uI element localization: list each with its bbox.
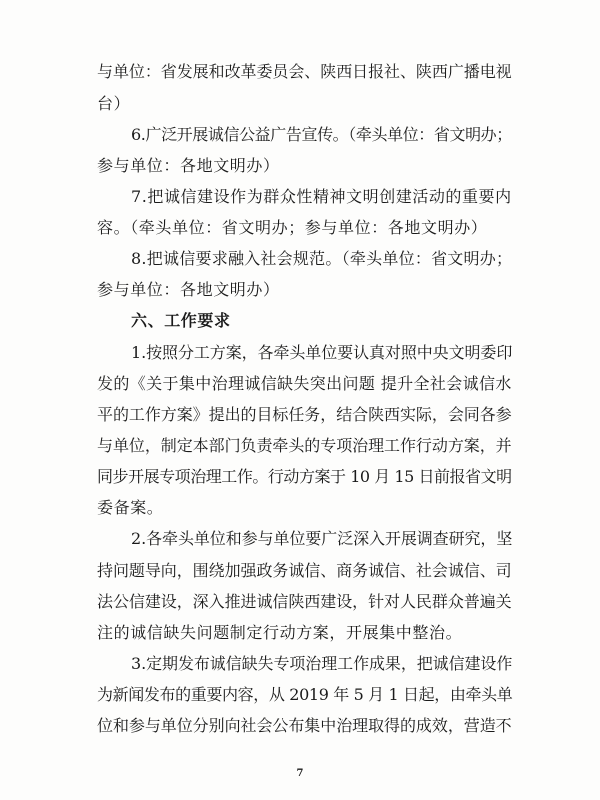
text-line: 3.定期发布诚信缺失专项治理工作成果，把诚信建设作 <box>131 654 513 673</box>
text-line: 1.按照分工方案，各牵头单位要认真对照中央文明委印 <box>131 343 513 362</box>
text-line: 为新闻发布的重要内容，从 2019 年 5 月 1 日起，由牵头单 <box>97 685 513 704</box>
text-line: 容。（牵头单位：省文明办；参与单位：各地文明办） <box>97 218 488 237</box>
text-line: 位和参与单位分别向社会公布集中治理取得的成效，营造不 <box>97 716 512 735</box>
text-line: 6.广泛开展诚信公益广告宣传。（牵头单位：省文明办； <box>131 125 512 144</box>
text-line: 与单位：省发展和改革委员会、陕西日报社、陕西广播电视 <box>97 62 512 81</box>
text-line: 与单位，制定本部门负责牵头的专项治理工作行动方案，并 <box>97 436 512 455</box>
text-line: 参与单位：各地文明办） <box>97 156 280 175</box>
text-line: 参与单位：各地文明办） <box>97 280 280 299</box>
text-line: 2.各牵头单位和参与单位要广泛深入开展调查研究，坚 <box>131 529 513 548</box>
section-heading: 六、工作要求 <box>131 311 231 330</box>
text-line: 持问题导向，围绕加强政务诚信、商务诚信、社会诚信、司 <box>97 561 512 580</box>
text-line: 法公信建设，深入推进诚信陕西建设，针对人民群众普遍关 <box>97 592 512 611</box>
text-line: 同步开展专项治理工作。行动方案于 10 月 15 日前报省文明 <box>97 467 512 486</box>
text-line: 委备案。 <box>97 498 164 517</box>
text-line: 发的《关于集中治理诚信缺失突出问题 提升全社会诚信水 <box>97 374 512 393</box>
text-line: 8.把诚信要求融入社会规范。（牵头单位：省文明办； <box>131 249 513 268</box>
text-line: 7.把诚信建设作为群众性精神文明创建活动的重要内 <box>131 187 512 206</box>
page-number: 7 <box>296 768 304 779</box>
text-line: 台） <box>97 94 131 113</box>
text-line: 平的工作方案》提出的目标任务，结合陕西实际，会同各参 <box>97 405 512 424</box>
text-line: 注的诚信缺失问题制定行动方案，开展集中整治。 <box>97 623 463 642</box>
